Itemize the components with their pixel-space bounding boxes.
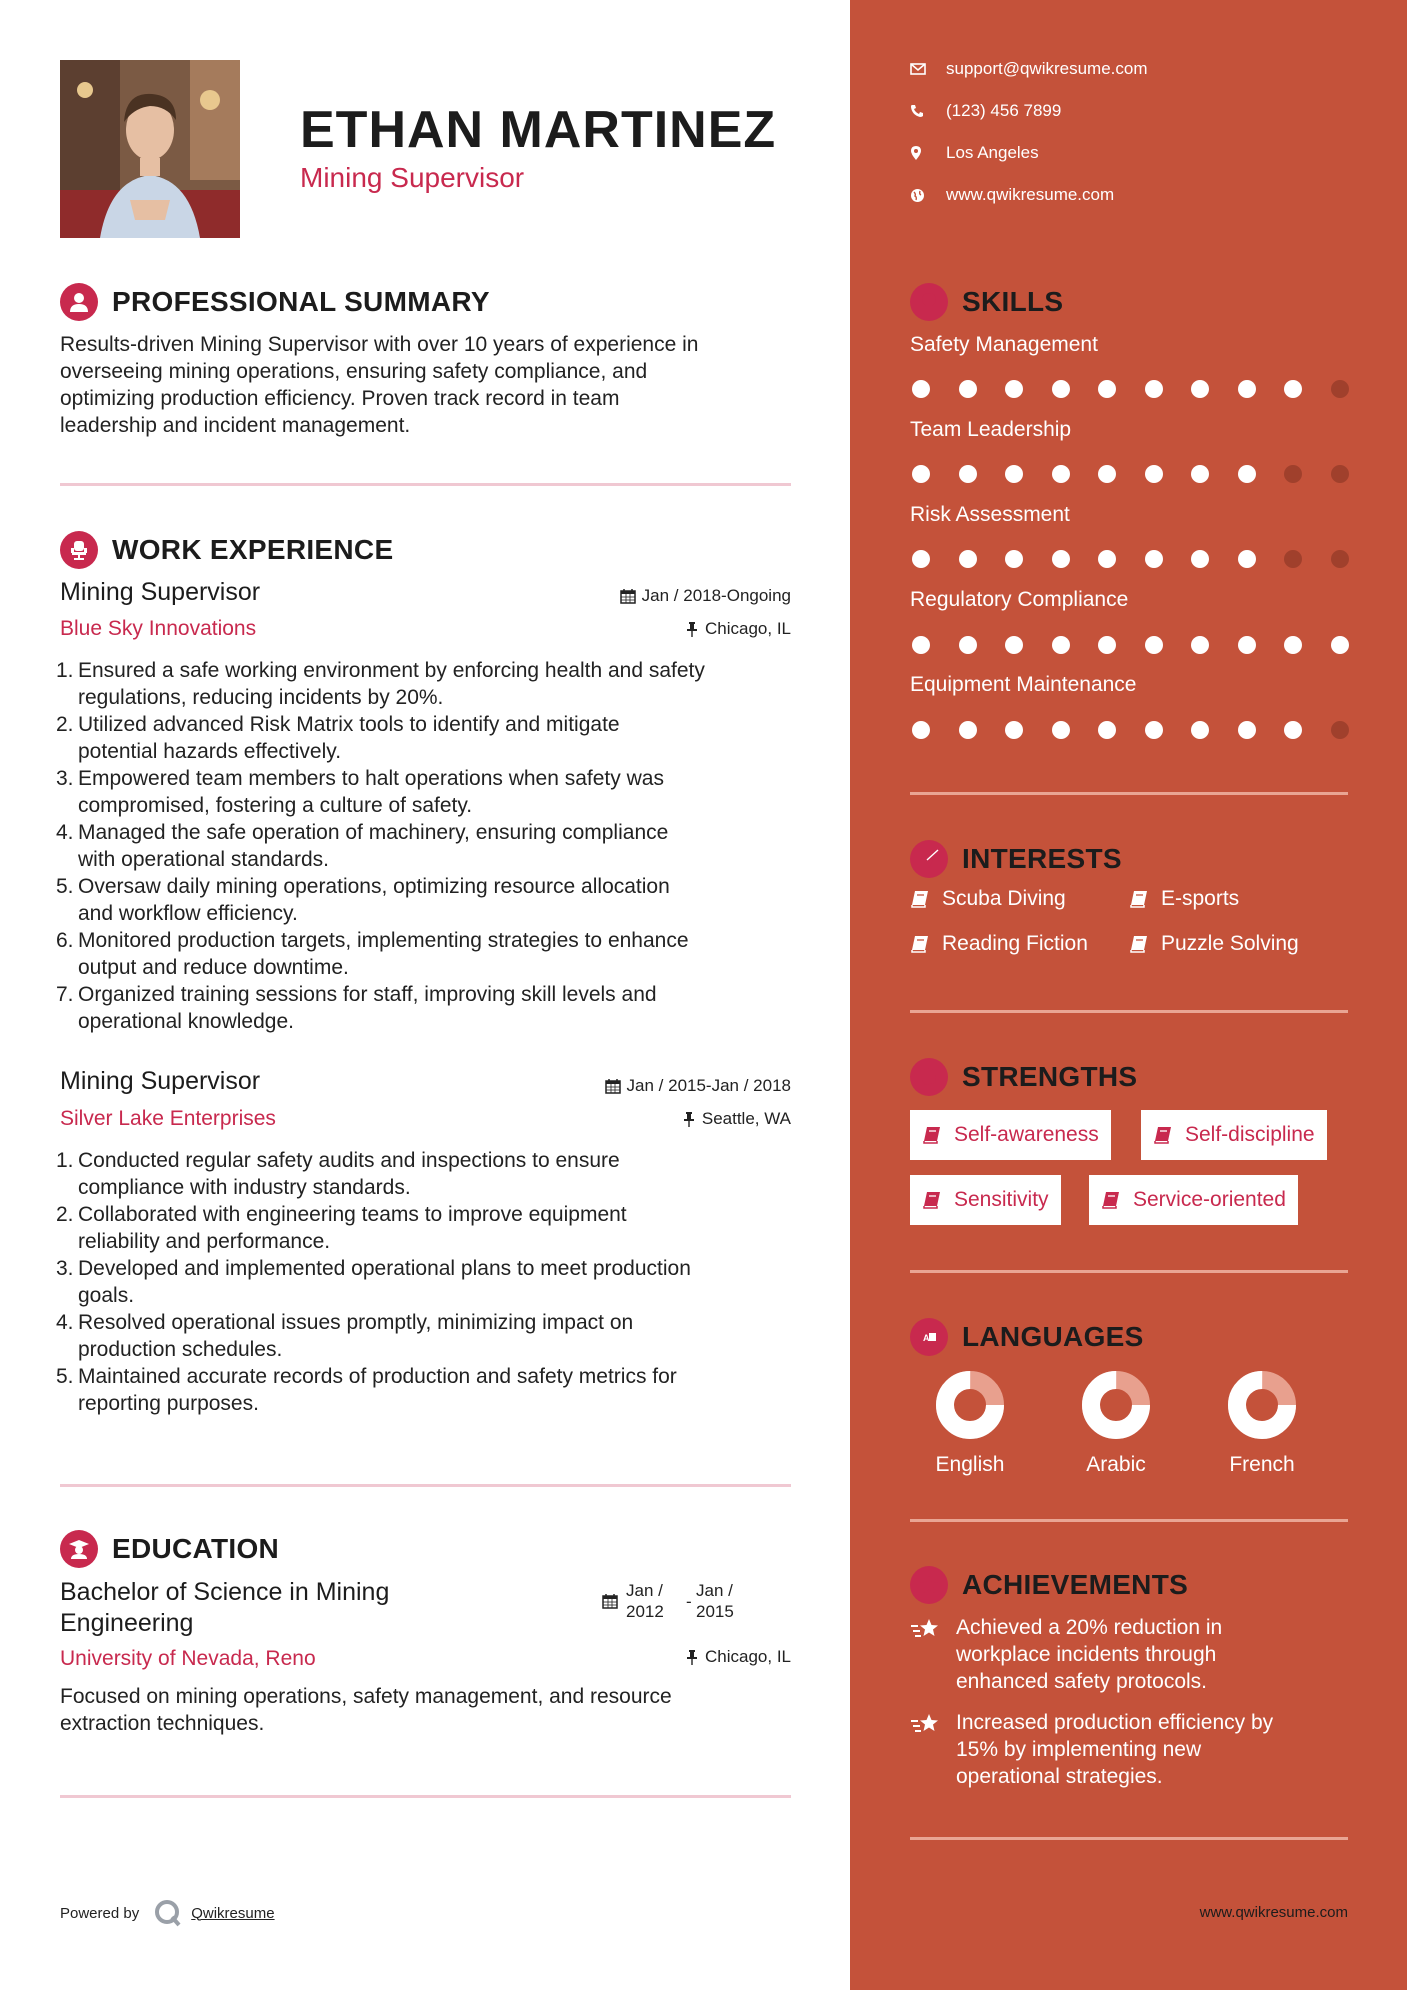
skill-dot-filled — [1005, 380, 1023, 398]
company-name: Blue Sky Innovations — [60, 617, 257, 640]
strength-label: Self-discipline — [1185, 1123, 1315, 1146]
bullet-number: 3. — [56, 1257, 74, 1280]
job-bullets — [56, 1147, 820, 1417]
summary-line: optimizing production efficiency. Proven track record in team — [60, 387, 620, 410]
skills-header — [910, 283, 1063, 321]
contact-phone[interactable] — [910, 101, 1061, 121]
skill-dot-filled — [1145, 721, 1163, 739]
job-title: Mining Supervisor — [60, 1067, 261, 1095]
bullet-text: production schedules. — [78, 1338, 283, 1361]
education-end — [696, 1580, 756, 1622]
skill-rating — [912, 550, 1377, 568]
summary-header — [60, 283, 490, 321]
sidebar-divider — [910, 792, 1348, 795]
bullet-text: regulations, reducing incidents by 20%. — [78, 686, 444, 709]
experience-header — [60, 531, 393, 569]
svg-text:A: A — [923, 1333, 930, 1343]
contact-location-text: Los Angeles — [946, 143, 1039, 162]
summary-line: leadership and incident management. — [60, 414, 411, 437]
education-date — [602, 1580, 756, 1622]
fist-icon — [910, 1058, 948, 1096]
skill-label: Team Leadership — [910, 418, 1072, 441]
contact-location — [910, 143, 1039, 163]
interest-item — [910, 932, 1088, 956]
summary-title: PROFESSIONAL SUMMARY — [112, 286, 490, 317]
bullet-number: 7. — [56, 983, 74, 1006]
shooting-star-icon — [910, 1614, 956, 1695]
book-icon — [910, 934, 930, 954]
book-icon — [1153, 1125, 1173, 1145]
qwikresume-link[interactable]: Qwikresume — [191, 1904, 275, 1922]
achievement-line: Achieved a 20% reduction in — [956, 1616, 1223, 1639]
interest-item — [910, 887, 1066, 911]
skill-label: Regulatory Compliance — [910, 588, 1129, 611]
bullet-number: 5. — [56, 1365, 74, 1388]
skill-rating — [912, 465, 1377, 483]
skill-label: Safety Management — [910, 333, 1098, 356]
description-line: Focused on mining operations, safety management, and resource — [60, 1685, 672, 1708]
strengths-header — [910, 1058, 1137, 1096]
degree-line: Engineering — [60, 1609, 194, 1637]
sidebar-divider — [910, 1270, 1348, 1273]
skill-dot-filled — [1005, 636, 1023, 654]
strength-tag — [910, 1110, 1111, 1160]
globe-icon — [910, 188, 946, 203]
skill-dot-filled — [1238, 550, 1256, 568]
book-icon — [922, 1190, 942, 1210]
paper-plane-icon — [910, 840, 948, 878]
achievement-line: 15% by implementing new — [956, 1738, 1202, 1761]
skill-dot-filled — [1284, 636, 1302, 654]
bullet-item — [56, 1363, 820, 1417]
bullet-text: goals. — [78, 1284, 135, 1307]
powered-by — [60, 1898, 275, 1928]
bullet-text: Managed the safe operation of machinery, ensuring compliance — [78, 821, 669, 844]
job-date-text: Jan / 2018-Ongoing — [641, 586, 791, 605]
language-level-ring — [1227, 1370, 1297, 1440]
pin-icon — [685, 621, 699, 637]
contact-email-text: support@qwikresume.com — [946, 59, 1148, 78]
skill-dot-filled — [1098, 465, 1116, 483]
description-line: extraction techniques. — [60, 1712, 265, 1735]
book-icon — [1101, 1190, 1121, 1210]
date-part: 2012 — [626, 1602, 664, 1621]
interest-item — [1129, 887, 1239, 911]
bullet-number: 1. — [56, 1149, 74, 1172]
bullet-number: 6. — [56, 929, 74, 952]
skill-dot-filled — [1145, 550, 1163, 568]
bullet-item — [56, 765, 820, 819]
shooting-star-icon — [910, 1709, 956, 1790]
skill-rating — [912, 380, 1377, 398]
powered-by-text: Powered by — [60, 1904, 140, 1922]
achievement-item — [910, 1614, 1336, 1695]
skill-dot-filled — [1052, 636, 1070, 654]
book-icon — [1129, 889, 1149, 909]
bullet-text: compromised, fostering a culture of safety. — [78, 794, 473, 817]
achievements-title: ACHIEVEMENTS — [962, 1569, 1189, 1600]
education-title: EDUCATION — [112, 1533, 280, 1564]
bullet-number: 1. — [56, 659, 74, 682]
calendar-icon — [620, 588, 636, 604]
skill-dot-filled — [1238, 380, 1256, 398]
bullet-number: 2. — [56, 1203, 74, 1226]
languages-header — [910, 1318, 1144, 1356]
bullet-text: Ensured a safe working environment by enforcing health and safety — [78, 659, 705, 682]
candidate-name: ETHAN MARTINEZ — [300, 101, 777, 159]
user-icon — [60, 283, 98, 321]
section-divider — [60, 1795, 791, 1798]
skill-dot-filled — [912, 636, 930, 654]
sidebar-divider — [910, 1837, 1348, 1840]
bullet-text: Utilized advanced Risk Matrix tools to identify and mitigate — [78, 713, 620, 736]
contact-email[interactable] — [910, 59, 1148, 79]
skill-dot-filled — [959, 721, 977, 739]
candidate-role: Mining Supervisor — [300, 162, 525, 193]
summary-line: Results-driven Mining Supervisor with over 10 years of experience in — [60, 333, 699, 356]
interest-label: Puzzle Solving — [1161, 932, 1299, 955]
bullet-item — [56, 711, 820, 765]
skill-rating — [912, 721, 1377, 739]
strength-tag — [910, 1175, 1061, 1225]
bullet-text: Monitored production targets, implementing strategies to enhance — [78, 929, 689, 952]
bullet-item — [56, 1255, 820, 1309]
map-marker-icon — [910, 145, 946, 161]
strengths-title: STRENGTHS — [962, 1061, 1138, 1092]
award-star-icon — [910, 1566, 948, 1604]
sidebar-divider — [910, 1010, 1348, 1013]
book-icon — [922, 1125, 942, 1145]
summary-line: overseeing mining operations, ensuring safety compliance, and — [60, 360, 648, 383]
language-label: Arabic — [1086, 1453, 1146, 1476]
strength-tag — [1089, 1175, 1298, 1225]
bullet-number: 4. — [56, 1311, 74, 1334]
skill-dot-filled — [1098, 721, 1116, 739]
phone-icon — [910, 104, 946, 118]
contact-phone-text: (123) 456 7899 — [946, 101, 1062, 120]
education-description — [60, 1683, 800, 1737]
bullet-number: 5. — [56, 875, 74, 898]
strength-label: Sensitivity — [954, 1188, 1049, 1211]
qwikresume-logo-icon — [153, 1898, 183, 1928]
bullet-item — [56, 1201, 820, 1255]
pin-icon — [682, 1111, 696, 1127]
book-icon — [1129, 934, 1149, 954]
bullet-text: potential hazards effectively. — [78, 740, 342, 763]
experience-title: WORK EXPERIENCE — [112, 534, 394, 565]
bullet-number: 2. — [56, 713, 74, 736]
degree-title — [60, 1577, 389, 1639]
achievement-line: Increased production efficiency by — [956, 1711, 1274, 1734]
education-location-text: Chicago, IL — [705, 1647, 791, 1666]
calendar-icon — [602, 1593, 618, 1609]
achievement-line: workplace incidents through — [956, 1643, 1217, 1666]
skill-dot-filled — [959, 550, 977, 568]
language-item — [1202, 1370, 1322, 1477]
date-part: 2015 — [696, 1602, 734, 1621]
bullet-text: Organized training sessions for staff, improving skill levels and — [78, 983, 657, 1006]
language-level-ring — [935, 1370, 1005, 1440]
skill-dot-filled — [1052, 380, 1070, 398]
graduate-icon — [60, 1530, 98, 1568]
skill-dot-filled — [1098, 550, 1116, 568]
achievement-text — [956, 1614, 1336, 1695]
language-level-ring — [1081, 1370, 1151, 1440]
footer-site-link[interactable]: www.qwikresume.com — [1199, 1904, 1348, 1921]
lightbulb-icon — [910, 283, 948, 321]
bullet-text: compliance with industry standards. — [78, 1176, 411, 1199]
language-label: French — [1229, 1453, 1295, 1476]
job-date — [620, 586, 791, 606]
skill-dot-filled — [912, 380, 930, 398]
company-name: Silver Lake Enterprises — [60, 1107, 276, 1130]
skill-dot-filled — [1191, 721, 1209, 739]
skills-title: SKILLS — [962, 286, 1064, 317]
skill-dot-filled — [1145, 636, 1163, 654]
bullet-text: output and reduce downtime. — [78, 956, 349, 979]
strength-tag — [1141, 1110, 1327, 1160]
bullet-text: reliability and performance. — [78, 1230, 331, 1253]
bullet-text: and workflow efficiency. — [78, 902, 298, 925]
school-name: University of Nevada, Reno — [60, 1647, 316, 1670]
calendar-icon — [605, 1078, 621, 1094]
skill-dot-empty — [1331, 465, 1349, 483]
briefcase-chair-icon — [60, 531, 98, 569]
interest-label: Reading Fiction — [942, 932, 1088, 955]
bullet-text: Maintained accurate records of production and safety metrics for — [78, 1365, 677, 1388]
bullet-item — [56, 819, 820, 873]
job-location-text: Chicago, IL — [705, 619, 791, 638]
skill-dot-filled — [1191, 465, 1209, 483]
interest-item — [1129, 932, 1299, 956]
translate-icon — [910, 1318, 948, 1356]
skill-dot-filled — [912, 550, 930, 568]
skill-rating — [912, 636, 1377, 654]
job-location — [682, 1109, 791, 1129]
bullet-item — [56, 981, 820, 1035]
job-location-text: Seattle, WA — [701, 1109, 791, 1128]
summary-text — [60, 331, 800, 439]
job-date — [605, 1076, 791, 1096]
achievement-text — [956, 1709, 1336, 1790]
skill-dot-filled — [1098, 636, 1116, 654]
skill-dot-filled — [1145, 465, 1163, 483]
job-bullets — [56, 657, 820, 1035]
bullet-text: Empowered team members to halt operations when safety was — [78, 767, 664, 790]
job-location — [685, 619, 791, 639]
skill-dot-empty — [1331, 721, 1349, 739]
skill-dot-filled — [1098, 380, 1116, 398]
strength-label: Self-awareness — [954, 1123, 1099, 1146]
skill-dot-filled — [912, 465, 930, 483]
skill-dot-filled — [1005, 550, 1023, 568]
languages-title: LANGUAGES — [962, 1321, 1144, 1352]
job-title: Mining Supervisor — [60, 578, 261, 606]
skill-dot-filled — [1238, 636, 1256, 654]
bullet-text: reporting purposes. — [78, 1392, 259, 1415]
skill-dot-empty — [1331, 380, 1349, 398]
envelope-icon — [910, 63, 946, 75]
skill-dot-filled — [1284, 380, 1302, 398]
skill-dot-filled — [1238, 721, 1256, 739]
bullet-item — [56, 1309, 820, 1363]
skill-dot-filled — [1191, 636, 1209, 654]
contact-website-text: www.qwikresume.com — [946, 185, 1115, 204]
bullet-text: with operational standards. — [78, 848, 329, 871]
skill-dot-filled — [959, 636, 977, 654]
skill-dot-empty — [1284, 550, 1302, 568]
sidebar-divider — [910, 1519, 1348, 1522]
bullet-text: Resolved operational issues promptly, minimizing impact on — [78, 1311, 634, 1334]
bullet-item — [56, 873, 820, 927]
bullet-text: Oversaw daily mining operations, optimizing resource allocation — [78, 875, 670, 898]
language-item — [910, 1370, 1030, 1477]
skill-dot-filled — [1284, 721, 1302, 739]
education-start — [626, 1580, 686, 1622]
bullet-text: Conducted regular safety audits and inspections to ensure — [78, 1149, 620, 1172]
language-label: English — [935, 1453, 1005, 1476]
bullet-item — [56, 1147, 820, 1201]
skill-dot-empty — [1284, 465, 1302, 483]
achievement-item — [910, 1709, 1336, 1790]
skill-dot-filled — [1005, 465, 1023, 483]
skill-dot-filled — [1191, 380, 1209, 398]
skill-dot-empty — [1331, 550, 1349, 568]
skill-dot-filled — [1052, 721, 1070, 739]
skill-dot-filled — [1238, 465, 1256, 483]
skill-dot-filled — [1052, 465, 1070, 483]
achievements-header — [910, 1566, 1188, 1604]
bullet-text: Developed and implemented operational plans to meet production — [78, 1257, 691, 1280]
pin-icon — [685, 1649, 699, 1665]
bullet-number: 3. — [56, 767, 74, 790]
bullet-text: operational knowledge. — [78, 1010, 294, 1033]
profile-photo — [60, 60, 240, 238]
section-divider — [60, 1484, 791, 1487]
degree-line: Bachelor of Science in Mining — [60, 1578, 390, 1606]
strength-label: Service-oriented — [1133, 1188, 1286, 1211]
date-separator: - — [686, 1591, 692, 1611]
skill-dot-filled — [959, 465, 977, 483]
skill-dot-filled — [1052, 550, 1070, 568]
language-item — [1056, 1370, 1176, 1477]
skill-dot-filled — [1005, 721, 1023, 739]
job-date-text: Jan / 2015-Jan / 2018 — [626, 1076, 791, 1095]
bullet-text: Collaborated with engineering teams to improve equipment — [78, 1203, 627, 1226]
skill-dot-filled — [912, 721, 930, 739]
book-icon — [910, 889, 930, 909]
bullet-item — [56, 927, 820, 981]
interests-title: INTERESTS — [962, 843, 1122, 874]
date-part: Jan / — [626, 1581, 663, 1600]
achievement-line: enhanced safety protocols. — [956, 1670, 1207, 1693]
interest-label: E-sports — [1161, 887, 1240, 910]
skill-label: Risk Assessment — [910, 503, 1070, 526]
skill-dot-filled — [1331, 636, 1349, 654]
bullet-item — [56, 657, 820, 711]
skill-label: Equipment Maintenance — [910, 673, 1137, 696]
interest-label: Scuba Diving — [942, 887, 1066, 910]
date-part: Jan / — [696, 1581, 733, 1600]
achievement-line: operational strategies. — [956, 1765, 1163, 1788]
section-divider — [60, 483, 791, 486]
bullet-number: 4. — [56, 821, 74, 844]
contact-website[interactable] — [910, 185, 1114, 205]
education-header — [60, 1530, 279, 1568]
interests-header — [910, 840, 1122, 878]
skill-dot-filled — [1145, 380, 1163, 398]
skill-dot-filled — [959, 380, 977, 398]
education-location — [685, 1647, 791, 1667]
skill-dot-filled — [1191, 550, 1209, 568]
